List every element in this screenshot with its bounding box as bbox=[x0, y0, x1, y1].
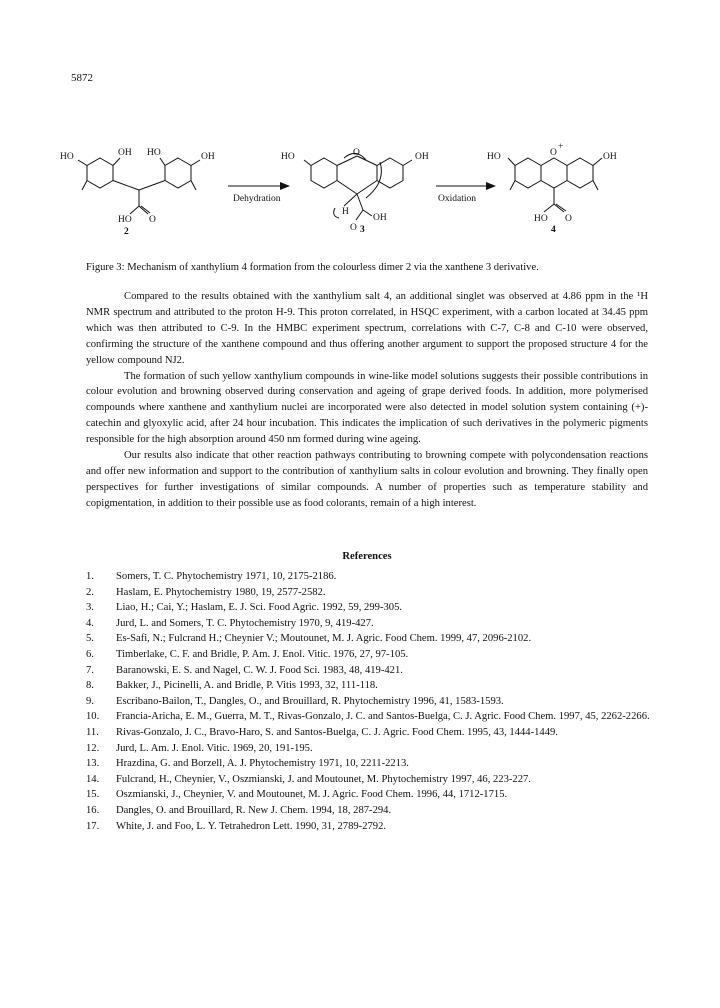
reference-text: Francia-Aricha, E. M., Guerra, M. T., Rivas-Gonzalo, J. C. and Santos-Buelga, C. J. Agric. Food Chem. 1997, 45, 2262-2266. bbox=[116, 711, 650, 723]
caption-text: Mechanism of xanthylium 4 formation from the colourless dimer 2 via the xanthene 3 derivative. bbox=[127, 262, 539, 273]
reference-number: 13. bbox=[86, 758, 100, 770]
reference-number: 12. bbox=[86, 742, 100, 754]
compound-2-oh-mid: OH bbox=[118, 148, 132, 158]
paragraph-1: Compared to the results obtained with the xanthylium salt 4, an additional singlet was observed at 4.86 ppm in the ¹H NMR spectrum and attributed to the proton H-9. This proton correlated, in HSQC experiment, with a carbon located at 34.45 ppm which was then attributed to C-9. In the HMBC experiment spectrum, correlations with C-7, C-8 and C-10 were observed, confirming the structure of the xanthene compound and thus offering another argument to support the proposed structure 4 for the yellow compound NJ2. bbox=[86, 291, 648, 366]
compound-3-oh-acid: OH bbox=[373, 213, 387, 223]
reference-item bbox=[86, 787, 656, 803]
reference-item bbox=[86, 678, 656, 694]
compound-3-o-bridge: O bbox=[353, 148, 360, 158]
paragraph-2: The formation of such yellow xanthylium compounds in wine-like model solutions suggests their possible contributions in colour evolution and browning observed during conservation and ageing of grape derived foods. In addition, more polymerised compounds where xanthene and xanthylium nuclei are incorporated were also detected in model solution system containing (+)-catechin and glyoxylic acid, after 24 hour incubation. This indicates the implication of such derivatives in the polymeric pigments responsible for the high absorption around 450 nm formed during wine ageing. bbox=[86, 370, 648, 446]
reference-number: 14. bbox=[86, 773, 100, 785]
reference-item bbox=[86, 616, 656, 632]
compound-2-number: 2 bbox=[124, 227, 129, 237]
compound-2-ho-acid: HO bbox=[118, 215, 132, 225]
compound-4-charge: + bbox=[558, 142, 564, 152]
compound-3-h: H bbox=[342, 207, 349, 217]
paragraph-3: Our results also indicate that other reaction pathways contributing to browning compete with polycondensation reactions and offer new information and support to the contribution of xanthylium salts in colour evolution and browning. They finally open perspectives for further investigations of similar compounds. A number of properties such as temperature stability and copigmentation, in addition to their possible use as food colorants, remain of a high interest. bbox=[86, 450, 648, 509]
reference-item bbox=[86, 694, 656, 710]
reference-text: Dangles, O. and Brouillard, R. New J. Chem. 1994, 18, 287-294. bbox=[116, 804, 392, 816]
reference-item bbox=[86, 741, 656, 757]
compound-2-ho-left: HO bbox=[60, 152, 74, 162]
reference-text: Haslam, E. Phytochemistry 1980, 19, 2577-2582. bbox=[116, 586, 326, 598]
reference-number: 1. bbox=[86, 571, 94, 582]
reference-text: Jurd, L. Am. J. Enol. Vitic. 1969, 20, 191-195. bbox=[116, 742, 313, 754]
reference-item bbox=[86, 600, 656, 616]
page-number: 5872 bbox=[71, 72, 93, 84]
compound-4-number: 4 bbox=[551, 225, 556, 235]
compound-3-ho-left: HO bbox=[281, 152, 295, 162]
reference-item bbox=[86, 647, 656, 663]
reference-text: Somers, T. C. Phytochemistry 1971, 10, 2175-2186. bbox=[116, 571, 337, 582]
reference-item bbox=[86, 569, 656, 585]
compound-3-number: 3 bbox=[360, 225, 365, 235]
compound-3-o-acid: O bbox=[350, 223, 357, 233]
reference-item bbox=[86, 756, 656, 772]
compound-4-o-ring: O bbox=[550, 148, 557, 158]
reference-number: 2. bbox=[86, 586, 94, 598]
reference-number: 10. bbox=[86, 711, 100, 723]
reference-number: 17. bbox=[86, 820, 100, 832]
reference-number: 7. bbox=[86, 664, 94, 676]
compound-4-ho-left: HO bbox=[487, 152, 501, 162]
compound-2-ho-mid: HO bbox=[147, 148, 161, 158]
compound-2-oh-right: OH bbox=[201, 152, 215, 162]
reference-item bbox=[86, 585, 656, 601]
compound-4-o-acid: O bbox=[565, 214, 572, 224]
reference-text: Oszmianski, J., Cheynier, V. and Moutounet, M. J. Agric. Food Chem. 1996, 44, 1712-1715. bbox=[116, 789, 508, 801]
references-list bbox=[86, 569, 656, 834]
reference-number: 4. bbox=[86, 617, 94, 629]
reference-item bbox=[86, 772, 656, 788]
reference-number: 5. bbox=[86, 633, 94, 645]
reference-number: 16. bbox=[86, 804, 100, 816]
caption-label: Figure 3: bbox=[86, 262, 125, 273]
compound-3-oh-right: OH bbox=[415, 152, 429, 162]
reference-text: Rivas-Gonzalo, J. C., Bravo-Haro, S. and Santos-Buelga, C. J. Agric. Food Chem. 1995, 43, 1444-1449. bbox=[116, 726, 558, 738]
reference-number: 11. bbox=[86, 726, 99, 738]
reference-number: 9. bbox=[86, 695, 94, 707]
reference-text: Hrazdina, G. and Borzell, A. J. Phytochemistry 1971, 10, 2211-2213. bbox=[116, 758, 409, 770]
dehydration-label: Dehydration bbox=[233, 194, 281, 204]
references-heading: References bbox=[342, 551, 392, 562]
figure-caption bbox=[86, 262, 646, 273]
reference-item bbox=[86, 803, 656, 819]
reference-text: Jurd, L. and Somers, T. C. Phytochemistry 1970, 9, 419-427. bbox=[116, 617, 374, 629]
reference-number: 3. bbox=[86, 602, 94, 614]
compound-4-oh-right: OH bbox=[603, 152, 617, 162]
reference-text: Timberlake, C. F. and Bridle, P. Am. J. Enol. Vitic. 1976, 27, 97-105. bbox=[116, 648, 409, 660]
reference-number: 8. bbox=[86, 680, 94, 692]
reaction-scheme-figure bbox=[60, 128, 670, 253]
reference-text: Bakker, J., Picinelli, A. and Bridle, P. Vitis 1993, 32, 111-118. bbox=[116, 680, 378, 692]
compound-4-ho-acid: HO bbox=[534, 214, 548, 224]
dehydration-arrow bbox=[228, 182, 290, 204]
reference-item bbox=[86, 709, 656, 725]
compound-4-structure bbox=[487, 142, 617, 235]
reference-number: 15. bbox=[86, 789, 100, 801]
reference-item bbox=[86, 725, 656, 741]
reference-item bbox=[86, 631, 656, 647]
reference-item bbox=[86, 819, 656, 835]
body-text bbox=[86, 289, 648, 512]
reference-text: Es-Safi, N.; Fulcrand H.; Cheynier V.; Moutounet, M. J. Agric. Food Chem. 1999, 47, 2096-2102. bbox=[116, 633, 532, 645]
compound-2-o-acid: O bbox=[149, 215, 156, 225]
compound-3-structure bbox=[281, 148, 429, 235]
reference-text: Liao, H.; Cai, Y.; Haslam, E. J. Sci. Food Agric. 1992, 59, 299-305. bbox=[116, 602, 403, 614]
compound-2-structure bbox=[60, 148, 215, 237]
oxidation-arrow bbox=[436, 182, 496, 204]
reference-item bbox=[86, 663, 656, 679]
reference-text: Baranowski, E. S. and Nagel, C. W. J. Food Sci. 1983, 48, 419-421. bbox=[116, 664, 403, 676]
reference-number: 6. bbox=[86, 648, 94, 660]
reference-text: Fulcrand, H., Cheynier, V., Oszmianski, J. and Moutounet, M. Phytochemistry 1997, 46, 223-227. bbox=[116, 773, 531, 785]
reference-text: White, J. and Foo, L. Y. Tetrahedron Lett. 1990, 31, 2789-2792. bbox=[116, 820, 387, 832]
reference-text: Escribano-Bailon, T., Dangles, O., and Brouillard, R. Phytochemistry 1996, 41, 1583-1593. bbox=[116, 695, 504, 707]
oxidation-label: Oxidation bbox=[438, 194, 476, 204]
